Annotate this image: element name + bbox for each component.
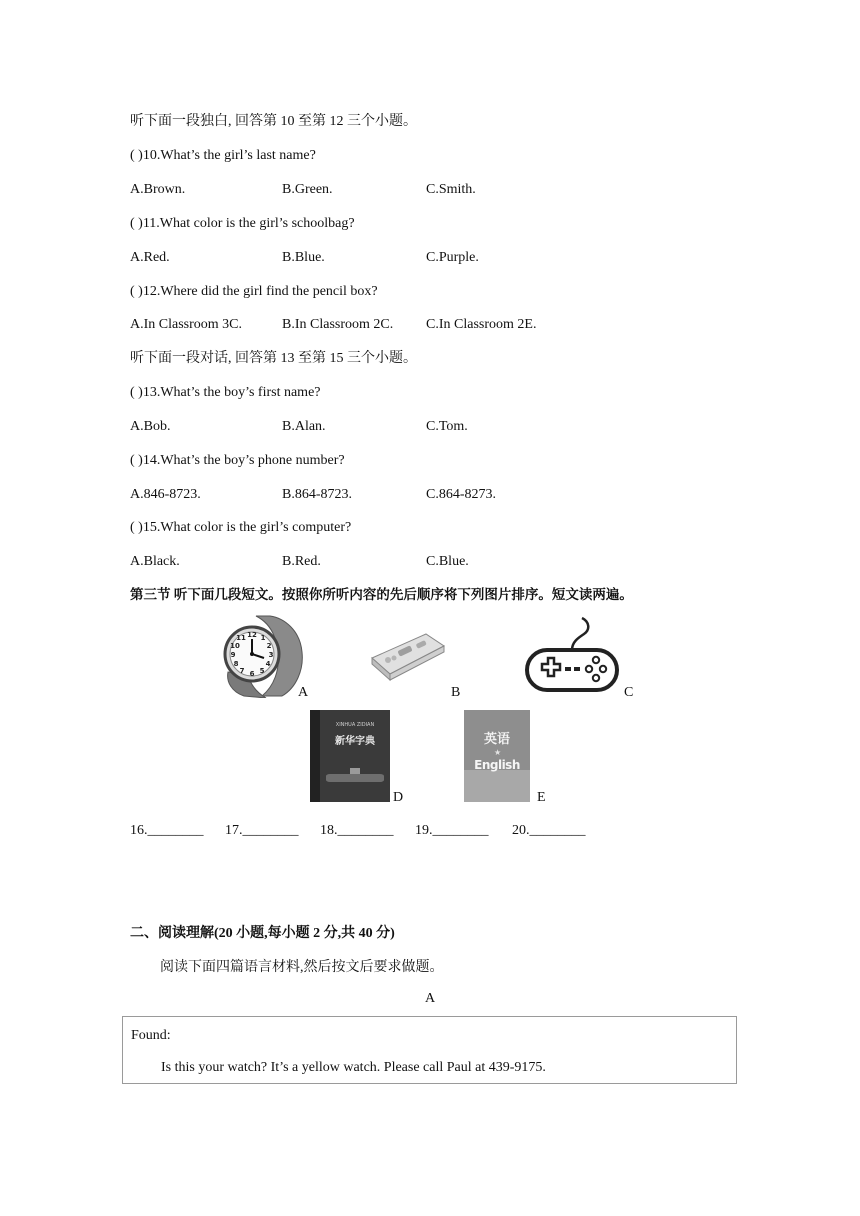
picture-label-b: B: [451, 685, 461, 700]
notice-heading: Found:: [131, 1028, 171, 1043]
answer-blank-19[interactable]: 19.________: [415, 823, 489, 838]
watch-picture: [222, 612, 304, 698]
q15-option-b: B.Red.: [282, 554, 321, 569]
q12-option-b: B.In Classroom 2C.: [282, 317, 394, 332]
dictionary-pinyin: XINHUA ZIDIAN: [335, 722, 375, 728]
passage-label: A: [424, 991, 436, 1006]
answer-blank-16[interactable]: 16.________: [130, 823, 204, 838]
dictionary-title: 新华字典: [335, 736, 375, 747]
q15-option-a: A.Black.: [130, 554, 180, 569]
question-13: ( )13.What’s the boy’s first name?: [130, 385, 321, 400]
reading-section-title: 二、阅读理解(20 小题,每小题 2 分,共 40 分): [130, 926, 395, 941]
svg-text:11: 11: [236, 634, 246, 642]
section-intro-13-15: 听下面一段对话, 回答第 13 至第 15 三个小题。: [130, 351, 417, 366]
svg-text:1: 1: [260, 634, 266, 642]
reading-instruction: 阅读下面四篇语言材料,然后按文后要求做题。: [160, 960, 444, 975]
q13-option-c: C.Tom.: [426, 419, 468, 434]
answer-blank-17[interactable]: 17.________: [225, 823, 299, 838]
found-notice: [122, 1016, 737, 1084]
dictionary-picture: [310, 710, 390, 802]
svg-text:6: 6: [249, 670, 255, 678]
q13-option-a: A.Bob.: [130, 419, 171, 434]
svg-text:3: 3: [268, 651, 274, 659]
svg-text:4: 4: [265, 660, 271, 668]
question-11: ( )11.What color is the girl’s schoolbag?: [130, 216, 355, 231]
svg-text:2: 2: [266, 642, 272, 650]
star-icon: ★: [494, 748, 502, 757]
svg-text:12: 12: [247, 631, 257, 639]
part-3-title: 第三节 听下面几段短文。按照你所听内容的先后顺序将下列图片排序。短文读两遍。: [130, 587, 633, 602]
answer-blank-18[interactable]: 18.________: [320, 823, 394, 838]
q11-option-a: A.Red.: [130, 250, 170, 265]
picture-label-a: A: [298, 685, 309, 700]
question-10: ( )10.What’s the girl’s last name?: [130, 148, 316, 163]
picture-label-c: C: [624, 685, 634, 700]
book-chinese-title: 英语: [483, 732, 510, 747]
q10-option-a: A.Brown.: [130, 182, 186, 197]
q11-option-b: B.Blue.: [282, 250, 325, 265]
question-15: ( )15.What color is the girl’s computer?: [130, 520, 352, 535]
question-14: ( )14.What’s the boy’s phone number?: [130, 453, 345, 468]
game-controller-picture: [524, 614, 620, 694]
svg-text:7: 7: [239, 667, 245, 675]
q15-option-c: C.Blue.: [426, 554, 469, 569]
q14-option-c: C.864-8273.: [426, 487, 496, 502]
q10-option-b: B.Green.: [282, 182, 333, 197]
q11-option-c: C.Purple.: [426, 250, 479, 265]
notice-body: Is this your watch? It’s a yellow watch. Please call Paul at 439-9175.: [161, 1060, 546, 1075]
picture-label-d: D: [393, 790, 404, 805]
question-12: ( )12.Where did the girl find the pencil box?: [130, 284, 378, 299]
section-intro-10-12: 听下面一段独白, 回答第 10 至第 12 三个小题。: [130, 114, 417, 129]
svg-text:9: 9: [230, 651, 236, 659]
english-book-picture: [464, 710, 530, 802]
q13-option-b: B.Alan.: [282, 419, 326, 434]
q10-option-c: C.Smith.: [426, 182, 476, 197]
svg-text:5: 5: [259, 667, 265, 675]
svg-text:10: 10: [230, 642, 240, 650]
pencil-box-picture: [368, 628, 446, 684]
q12-option-a: A.In Classroom 3C.: [130, 317, 242, 332]
q14-option-a: A.846-8723.: [130, 487, 201, 502]
q12-option-c: C.In Classroom 2E.: [426, 317, 537, 332]
picture-label-e: E: [537, 790, 546, 805]
book-english-title: English: [474, 758, 520, 772]
q14-option-b: B.864-8723.: [282, 487, 352, 502]
svg-text:8: 8: [233, 660, 239, 668]
answer-blank-20[interactable]: 20.________: [512, 823, 586, 838]
